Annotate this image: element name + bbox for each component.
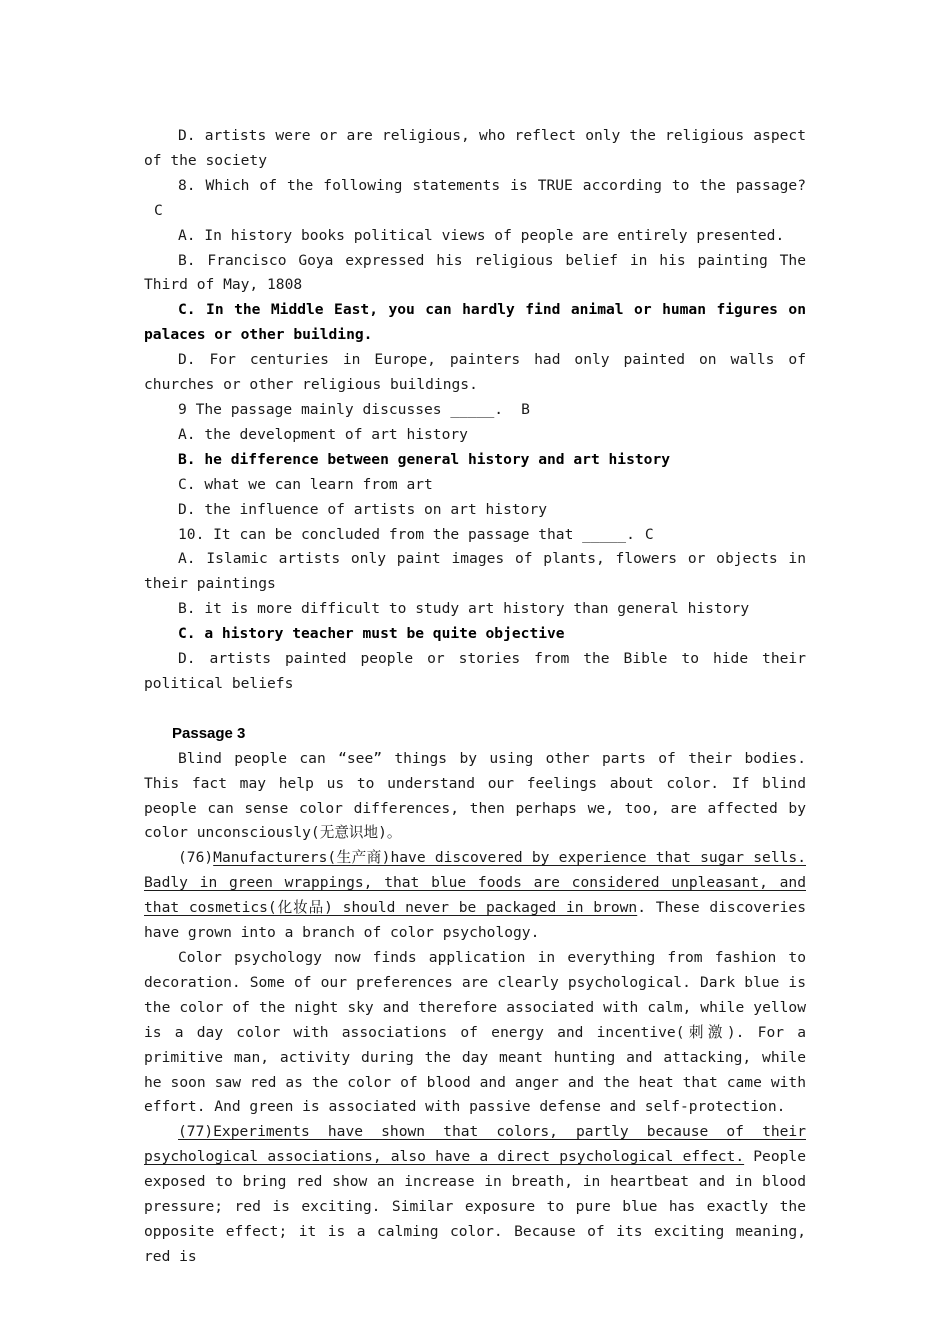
- paragraph-4-rest: People exposed to bring red show an increase in breath, in heartbeat and in blood pressure; red is exciting. Similar exposure to pure blue has exactly the opposite effect; it is a calming color. Because of its exciting meaning, red is: [144, 1148, 806, 1265]
- paragraph-2-rest: . These discoveries have grown into a branch of color psychology.: [144, 899, 806, 942]
- passage-3-title: Passage 3: [172, 724, 246, 742]
- q8-option-b: B. Francisco Goya expressed his religious belief in his painting The Third of May, 1808: [144, 251, 806, 294]
- q8-option-c: C. In the Middle East, you can hardly find animal or human figures on palaces or other building.: [144, 301, 806, 344]
- q10-option-d: D. artists painted people or stories from the Bible to hide their political beliefs: [144, 650, 806, 692]
- q9-question-text: 9 The passage mainly discusses _____.: [178, 400, 504, 418]
- q8-question: [144, 174, 806, 224]
- passage-3-paragraph-1: Blind people can “see” things by using other parts of their bodies. This fact may help us to understand our feelings about color. If blind people can sense color differences, then perhaps we, too, are affected by color unconsciously(无意识地)。: [144, 749, 806, 842]
- q10-option-b: B. it is more difficult to study art history than general history: [178, 600, 750, 618]
- q10-option-a: A. Islamic artists only paint images of plants, flowers or objects in their paintings: [144, 550, 806, 593]
- q10-question-text: 10. It can be concluded from the passage that _____.: [178, 525, 635, 543]
- q8-option-a: A. In history books political views of people are entirely presented.: [178, 226, 785, 244]
- question-77-underlined-text: (77)Experiments have shown that colors, partly because of their psychological associations, also have a direct psychological effect.: [144, 1123, 806, 1166]
- passage-3-paragraph-4: [144, 1120, 806, 1269]
- q9-answer: B: [521, 400, 530, 418]
- passage-3-paragraph-3: Color psychology now finds application in everything from fashion to decoration. Some of our preferences are clearly psychological. Dark blue is the color of the night sky and therefore associated with calm, while yellow is a day color with associations of energy and incentive(刺激). For a primitive man, activity during the day meant hunting and attacking, while he soon saw red as the color of blood and anger and the heat that came with effort. And green is associated with passive defense and self-protection.: [144, 949, 806, 1116]
- question-76-underlined-text: Manufacturers(生产商)have discovered by experience that sugar sells. Badly in green wrappings, that blue foods are considered unpleasant, and that cosmetics(化妆品) should never be packaged in brown: [144, 849, 806, 917]
- q8-option-d: D. For centuries in Europe, painters had only painted on walls of churches or other religious buildings.: [144, 351, 806, 394]
- q8-question-text: 8. Which of the following statements is TRUE according to the passage?: [178, 176, 806, 194]
- document-page: [144, 124, 806, 1270]
- q9-option-d: D. the influence of artists on art history: [178, 500, 548, 518]
- q8-answer: C: [154, 201, 163, 219]
- q10-question: [144, 523, 806, 548]
- q9-question: [144, 398, 806, 423]
- q7-option-d: D. artists were or are religious, who reflect only the religious aspect of the society: [144, 127, 806, 169]
- passage-3-paragraph-2: [144, 846, 806, 946]
- q9-option-a: A. the development of art history: [178, 425, 468, 443]
- q10-answer: C: [644, 525, 654, 543]
- q9-option-c: C. what we can learn from art: [178, 475, 433, 493]
- question-76-number: (76): [178, 849, 214, 867]
- q9-option-b: B. he difference between general history and art history: [178, 450, 671, 468]
- q10-option-c: C. a history teacher must be quite objective: [178, 625, 565, 643]
